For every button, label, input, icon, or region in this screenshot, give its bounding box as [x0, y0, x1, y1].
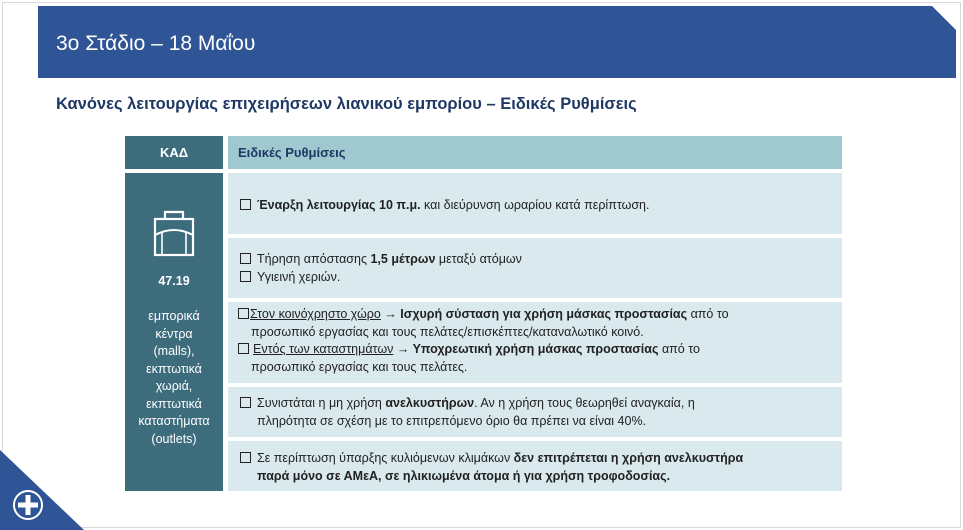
- kad-desc-line: εκπτωτικά: [146, 361, 202, 376]
- hellenic-government-emblem-icon: [0, 450, 90, 530]
- rule-text: και διεύρυνση ωραρίου κατά περίπτωση.: [420, 198, 650, 212]
- column-header-kad: ΚΑΔ: [125, 136, 223, 169]
- shopping-bag-icon: [153, 209, 195, 257]
- kad-desc-line: (outlets): [151, 431, 197, 446]
- rule-bold-text: παρά μόνο σε ΑΜεΑ, σε ηλικιωμένα άτομα ή για χρήση τροφοδοσίας.: [257, 468, 671, 483]
- kad-description: [125, 308, 223, 448]
- rule-text: από το: [658, 342, 700, 356]
- rule-escalators: [228, 441, 842, 491]
- checkbox-icon: [238, 308, 249, 319]
- rule-text: από το: [687, 307, 729, 321]
- rule-elevators: [228, 387, 842, 437]
- kad-desc-line: (malls),: [153, 344, 195, 358]
- checkbox-icon: [240, 199, 251, 210]
- rule-masks: [228, 302, 842, 383]
- arrow-icon: →: [380, 307, 401, 321]
- rule-bold-text: Έναρξη λειτουργίας 10 π.μ.: [257, 198, 421, 212]
- kad-desc-line: καταστήματα: [138, 414, 210, 428]
- rule-text: Συνιστάται η μη χρήση: [257, 396, 386, 410]
- arrow-icon: →: [393, 342, 413, 356]
- checkbox-icon: [240, 397, 251, 408]
- column-header-rules: Ειδικές Ρυθμίσεις: [228, 136, 842, 169]
- rule-text: προσωπικό εργασίας και τους πελάτες/επισκέπτες/καταναλωτικό κοινό.: [251, 324, 644, 339]
- checkbox-icon: [240, 253, 251, 264]
- rule-bold-text: ανελκυστήρων: [385, 396, 475, 410]
- kad-code: 47.19: [158, 274, 190, 288]
- header-bar: [38, 6, 956, 78]
- rule-text: Υγιεινή χεριών.: [257, 269, 341, 284]
- rule-distance-hygiene: [228, 238, 842, 298]
- checkbox-icon: [240, 271, 251, 282]
- rule-text: προσωπικό εργασίας και τους πελάτες.: [251, 359, 468, 374]
- page-title: 3ο Στάδιο – 18 Μαΐου: [56, 32, 256, 55]
- kad-desc-line: κέντρα: [155, 326, 193, 341]
- rule-bold-text: Ισχυρή σύσταση για χρήση μάσκας προστασίας: [400, 307, 688, 321]
- rule-underlined-text: Στον κοινόχρηστο χώρο: [250, 307, 381, 321]
- checkbox-icon: [238, 343, 249, 354]
- kad-desc-line: εμπορικά: [148, 309, 200, 323]
- rule-bold-text: 1,5 μέτρων: [370, 252, 436, 266]
- section-subtitle: Κανόνες λειτουργίας επιχειρήσεων λιανικού εμπορίου – Ειδικές Ρυθμίσεις: [56, 95, 637, 113]
- rule-bold-text: Υποχρεωτική χρήση μάσκας προστασίας: [412, 342, 659, 356]
- rule-text: μεταξύ ατόμων: [435, 252, 522, 266]
- checkbox-icon: [240, 452, 251, 463]
- rule-bold-text: δεν επιτρέπεται η χρήση ανελκυστήρα: [513, 451, 744, 465]
- rule-text: πληρότητα σε σχέση με το επιτρεπόμενο όριο θα πρέπει να είναι 40%.: [257, 413, 647, 428]
- kad-cell: [125, 173, 223, 491]
- kad-desc-line: εκπτωτικά: [146, 396, 202, 411]
- rule-text: Σε περίπτωση ύπαρξης κυλιόμενων κλιμάκων: [257, 451, 514, 465]
- kad-desc-line: χωριά,: [155, 379, 193, 393]
- rule-underlined-text: Εντός των καταστημάτων: [253, 342, 394, 356]
- rule-text: Τήρηση απόστασης: [257, 252, 371, 266]
- rule-text: . Αν η χρήση τους θεωρηθεί αναγκαία, η: [474, 396, 695, 410]
- rule-opening-hours: [228, 173, 842, 234]
